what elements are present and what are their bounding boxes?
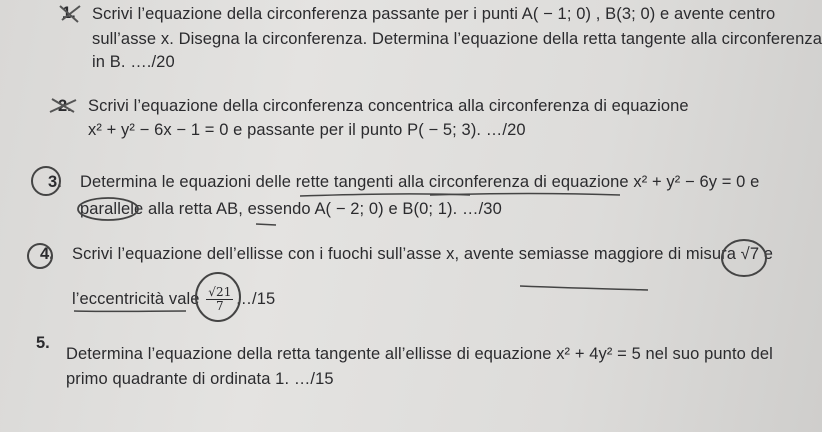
exercise-3-line-2: parallele alla retta AB, essendo A( − 2; 0) e B(0; 1). …/30 bbox=[80, 200, 502, 218]
exercise-1-line-2: sull’asse x. Disegna la circonferenza. Determina l’equazione della retta tangente alla circonferenza bbox=[92, 30, 822, 48]
exercise-5-line-2: primo quadrante di ordinata 1. …/15 bbox=[66, 370, 334, 388]
underline-semiasse bbox=[520, 286, 648, 290]
fraction-numerator: √21 bbox=[208, 285, 232, 299]
exercise-2-line-2: x² + y² − 6x − 1 = 0 e passante per il punto P( − 5; 3). …/20 bbox=[88, 121, 526, 139]
exercise-5-number: 5. bbox=[36, 334, 50, 352]
exercise-2-number: 2. bbox=[58, 97, 72, 115]
exercise-4-line-2-text: l’eccentricità vale bbox=[72, 289, 200, 308]
eccentricity-fraction bbox=[206, 286, 233, 313]
exercise-1-number: 1. bbox=[62, 4, 76, 22]
exercise-3-line-1: Determina le equazioni delle rette tangenti alla circonferenza di equazione x² + y² − 6y = 0 e bbox=[80, 173, 760, 191]
exercise-5-line-1: Determina l’equazione della retta tangente all’ellisse di equazione x² + 4y² = 5 nel suo punto del bbox=[66, 345, 773, 363]
exercise-2-line-1: Scrivi l’equazione della circonferenza concentrica alla circonferenza di equazione bbox=[88, 97, 689, 115]
exercise-4-score: …/15 bbox=[235, 289, 276, 308]
exercise-4-line-1: Scrivi l’equazione dell’ellisse con i fuochi sull’asse x, avente semiasse maggiore di misura √7 e bbox=[72, 245, 774, 263]
exercise-3-number: 3. bbox=[48, 173, 62, 191]
exercise-4-line-2 bbox=[72, 286, 275, 313]
underline-tangent bbox=[300, 194, 470, 196]
exercise-1-line-1: Scrivi l’equazione della circonferenza passante per i punti A( − 1; 0) , B(3; 0) e avente centro bbox=[92, 5, 776, 23]
exercise-4-number: 4. bbox=[40, 245, 54, 263]
underline-circonferenza bbox=[430, 194, 620, 196]
exercise-1-line-3: in B. …./20 bbox=[92, 53, 175, 71]
fraction-denominator: 7 bbox=[215, 299, 224, 313]
underline-ab bbox=[256, 224, 276, 225]
